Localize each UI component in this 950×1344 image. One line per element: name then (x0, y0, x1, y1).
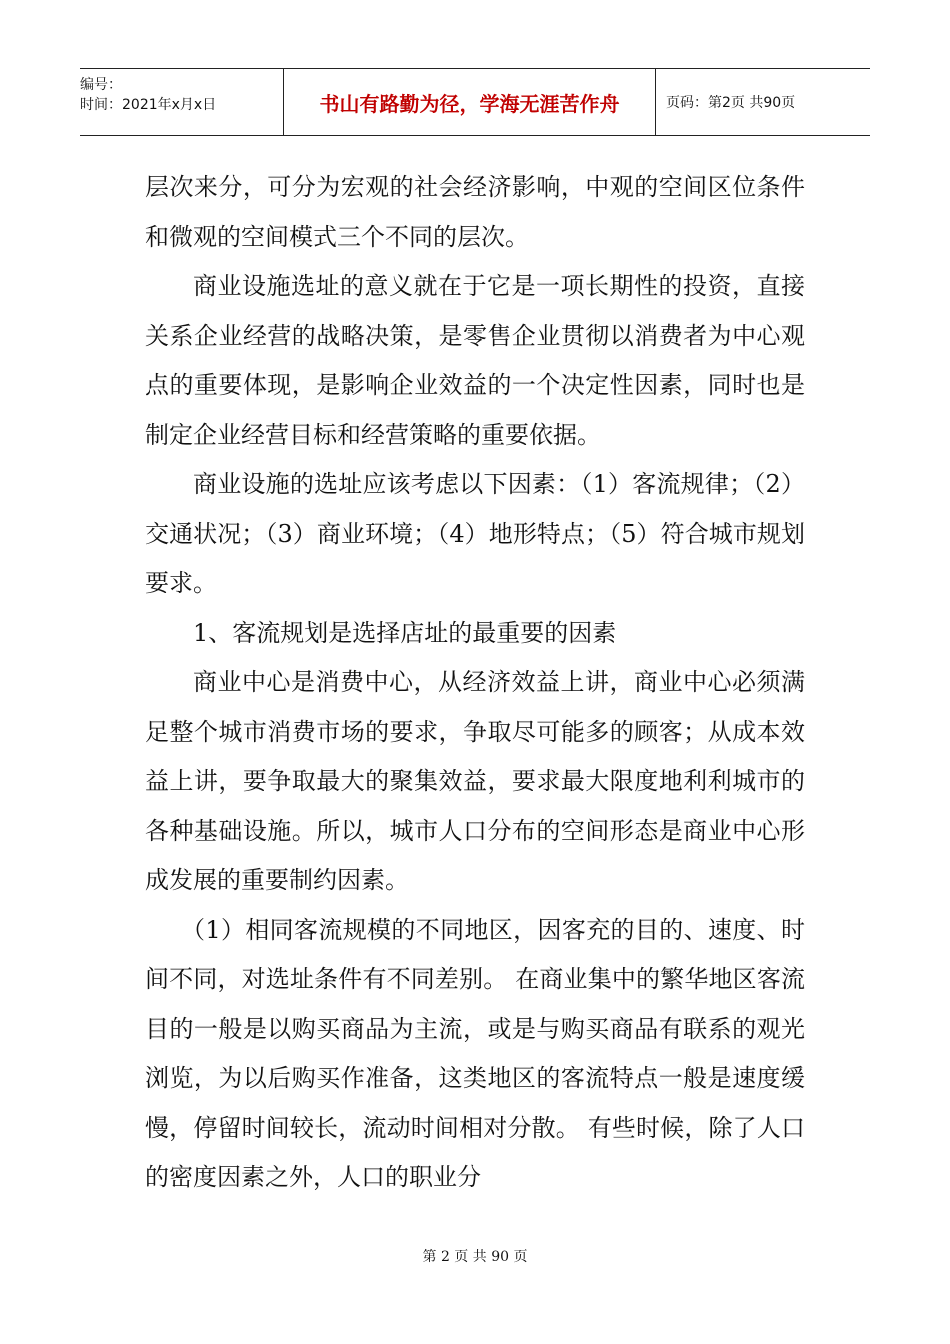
paragraph: 商业设施选址的意义就在于它是一项长期性的投资，直接关系企业经营的战略决策，是零售企业贯彻以消费者为中心观点的重要体现，是影响企业效益的一个决定性因素，同时也是制定企业经营目标和经营策略的重要依据。 (145, 272, 805, 449)
paragraph: 商业中心是消费中心，从经济效益上讲，商业中心必须满足整个城市消费市场的要求，争取尽可能多的顾客；从成本效益上讲，要争取最大的聚集效益，要求最大限度地利利城市的各种基础设施。所以，城市人口分布的空间形态是商业中心形成发展的重要制约因素。 (145, 668, 805, 894)
section-heading: 1、客流规划是选择店址的最重要的因素 (193, 618, 617, 647)
document-header (80, 68, 870, 136)
page-footer: 第 2 页 共 90 页 (422, 1249, 528, 1265)
paragraph: （1）相同客流规模的不同地区，因客充的目的、速度、时间不同，对选址条件有不同差别。 在商业集中的繁华地区客流目的一般是以购买商品为主流，或是与购买商品有联系的观光浏览，为以后购买作准备，这类地区的客流特点一般是速度缓慢，停留时间较长，流动时间相对分散。 有些时候，除了人口的密度因素之外，人口的职业分 (145, 915, 805, 1191)
document-body (145, 163, 805, 1203)
time-label: 时间：2021年x月x日 (80, 97, 217, 113)
header-motto: 书山有路勤为径，学海无涯苦作舟 (284, 69, 656, 135)
paragraph: 层次来分，可分为宏观的社会经济影响，中观的空间区位条件和微观的空间模式三个不同的层次。 (145, 173, 805, 251)
paragraph: 商业设施的选址应该考虑以下因素：（1）客流规律；（2）交通状况；（3）商业环境；（4）地形特点；（5）符合城市规划要求。 (145, 470, 805, 597)
number-label: 编号： (80, 77, 122, 93)
header-meta (80, 69, 284, 135)
header-page-info: 页码：第2页 共90页 (666, 95, 796, 111)
